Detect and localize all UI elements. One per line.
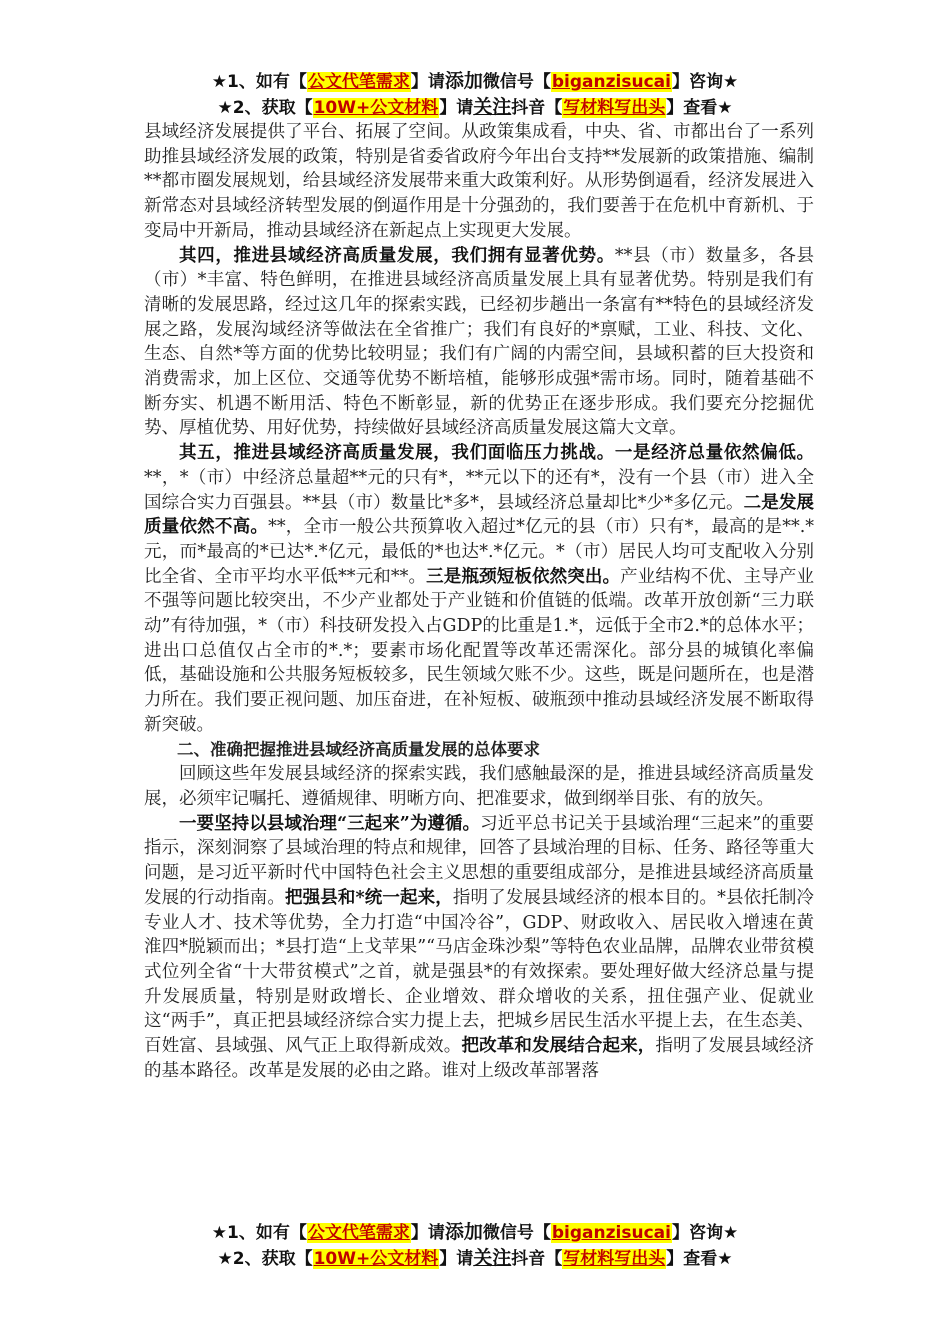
highlight-wechat-id: biganzisucai [551, 1223, 671, 1243]
highlight-douyin-id: 写材料写出头 [563, 98, 666, 118]
highlight-service: 公文代笔需求 [307, 1223, 410, 1243]
paragraph-text: **，*（市）中经济总量超**元的只有*，**元以下的还有*，没有一个县（市）进入全国综合实力百强县。**县（市）数量比*多*，县域经济总量却比*少*多亿元。 [144, 467, 814, 513]
banner-text: 抖音【 [511, 1249, 563, 1269]
banner-text: 】咨询★ [671, 72, 739, 92]
paragraph: 县域经济发展提供了平台、拓展了空间。从政策集成看，中央、省、市都出台了一系列助推县域经济发展的政策，特别是省委省政府今年出台支持**发展新的政策措施、编制**都市圈发展规划，给县域经济发展带来重大政策利好。从形势倒逼看，经济发展进入新常态对县域经济转型发展的倒逼作用是十分强劲的，我们要善于在危机中育新机、于变局中开新局，推动县域经济在新起点上实现更大发展。 [144, 122, 814, 241]
highlight-materials: 10W+公文材料 [313, 98, 439, 118]
header-banner [0, 68, 950, 120]
paragraph-text: 产业结构不优、主导产业不强等问题比较突出，不少产业都处于产业链和价值链的低端。改革开放创新“三力联动”有待加强，*（市）科技研发投入占GDP的比重是1.*，远低于全市2.*的总体水平；进出口总值仅占全市的*.*；要素市场化配置等改革还需深化。部分县的城镇化率偏低，基础设施和公共服务短板较多，民生领域欠账不少。这些，既是问题所在，也是潜力所在。我们要正视问题、加压奋进，在补短板、破瓶颈中推动县域经济发展不断取得新突破。 [144, 566, 815, 735]
banner-emphasis: 关注 [473, 96, 512, 118]
banner-text: 】咨询★ [671, 1223, 739, 1243]
banner-text: 微信号【 [482, 72, 551, 92]
section-heading: 二、准确把握推进县域经济高质量发展的总体要求 [177, 739, 540, 759]
highlight-wechat-id: biganzisucai [551, 72, 671, 92]
paragraph-text: 指明了发展县域经济的根本目的。*县依托制冷专业人才、技术等优势，全力打造“中国冷谷”，GDP、财政收入、居民收入增速在黄淮四*脱颖而出；*县打造“上戈苹果”“马店金珠沙梨”等特色农业品牌，品牌农业带贫模式位列全省“十大带贫模式”之首，就是强县*的有效探索。要处理好做大经济总量与提升发展质量，特别是财政增长、企业增效、群众增收的关系，扭住强产业、促就业这“两手”，真正把县域经济综合实力提上去，把城乡居民生活水平提上去，在生态美、百姓富、县域强、风气正上取得新成效。 [144, 887, 815, 1057]
highlight-materials: 10W+公文材料 [313, 1249, 439, 1269]
banner-text: 抖音【 [511, 98, 563, 118]
banner-text: ★1、如有【 [211, 72, 307, 92]
banner-line-1 [0, 68, 950, 94]
paragraph: 回顾这些年发展县域经济的探索实践，我们感触最深的是，推进县域经济高质量发展，必须牢记嘱托、遵循规律、明晰方向、把准要求，做到纲举目张、有的放矢。 [144, 764, 814, 809]
paragraph [144, 441, 814, 737]
paragraph [144, 812, 814, 1084]
bold-lead: 二是发展质量依然不高。 [144, 492, 815, 538]
bold-lead: 把强县和*统一起来， [284, 887, 453, 908]
bold-lead: 一要坚持以县域治理“三起来”为遵循。 [179, 813, 481, 834]
banner-emphasis: 添加 [444, 1221, 483, 1243]
paragraph-text: 指明了发展县域经济的基本路径。改革是发展的必由之路。谁对上级改革部署落 [144, 1036, 815, 1081]
bold-lead: 三是瓶颈短板依然突出。 [426, 566, 621, 587]
banner-text: 】请 [410, 1223, 445, 1243]
banner-text: 】请 [410, 72, 445, 92]
banner-text: ★1、如有【 [211, 1223, 307, 1243]
banner-line-2 [0, 94, 950, 120]
banner-line-2 [0, 1245, 950, 1271]
banner-text: ★2、获取【 [217, 98, 313, 118]
paragraph [144, 244, 814, 442]
banner-text: ★2、获取【 [217, 1249, 313, 1269]
paragraph-text: 习近平总书记关于县域治理“三起来”的重要指示，深刻洞察了县域治理的特点和规律，回答了县域治理的目标、任务、路径等重大问题，是习近平新时代中国特色社会主义思想的重要组成部分，是推进县域经济高质量发展的行动指南。 [144, 813, 814, 908]
paragraph-text: **县（市）数量多，各县（市）*丰富、特色鲜明，在推进县域经济高质量发展上具有显著优势。特别是我们有清晰的发展思路，经过这几年的探索实践，已经初步趟出一条富有**特色的县域经济发展之路，发展沟域经济等做法在全省推广；我们有良好的*禀赋，工业、科技、文化、生态、自然*等方面的优势比较明显；我们有广阔的内需空间，县域积蓄的巨大投资和消费需求，加上区位、交通等优势不断培植，能够形成强*需市场。同时，随着基础不断夯实、机遇不断用活、特色不断彰显，新的优势正在逐步形成。我们要充分挖掘优势、厚植优势、用好优势，持续做好县域经济高质量发展这篇大文章。 [144, 245, 815, 439]
banner-text: 】查看★ [666, 1249, 733, 1269]
banner-text: 微信号【 [482, 1223, 551, 1243]
bold-lead: 其五，推进县域经济高质量发展，我们面临压力挑战。一是经济总量依然偏低。 [179, 443, 814, 464]
banner-line-1 [0, 1219, 950, 1245]
highlight-service: 公文代笔需求 [307, 72, 410, 92]
banner-text: 】请 [439, 1249, 474, 1269]
banner-text: 】请 [439, 98, 474, 118]
highlight-douyin-id: 写材料写出头 [563, 1249, 666, 1269]
banner-emphasis: 关注 [473, 1247, 512, 1269]
bold-lead: 其四，推进县域经济高质量发展，我们拥有显著优势。 [179, 245, 615, 266]
document-body [144, 120, 814, 1083]
paragraph-text: **，全市一般公共预算收入超过*亿元的县（市）只有*，最高的是**.*元，而*最高的*已达*.*亿元，最低的*也达*.*亿元。*（市）居民人均可支配收入分别比全省、全市平均水平低**元和**。 [144, 517, 815, 587]
banner-text: 】查看★ [666, 98, 733, 118]
footer-banner [0, 1219, 950, 1271]
banner-emphasis: 添加 [444, 70, 483, 92]
bold-lead: 把改革和发展结合起来， [461, 1036, 656, 1057]
